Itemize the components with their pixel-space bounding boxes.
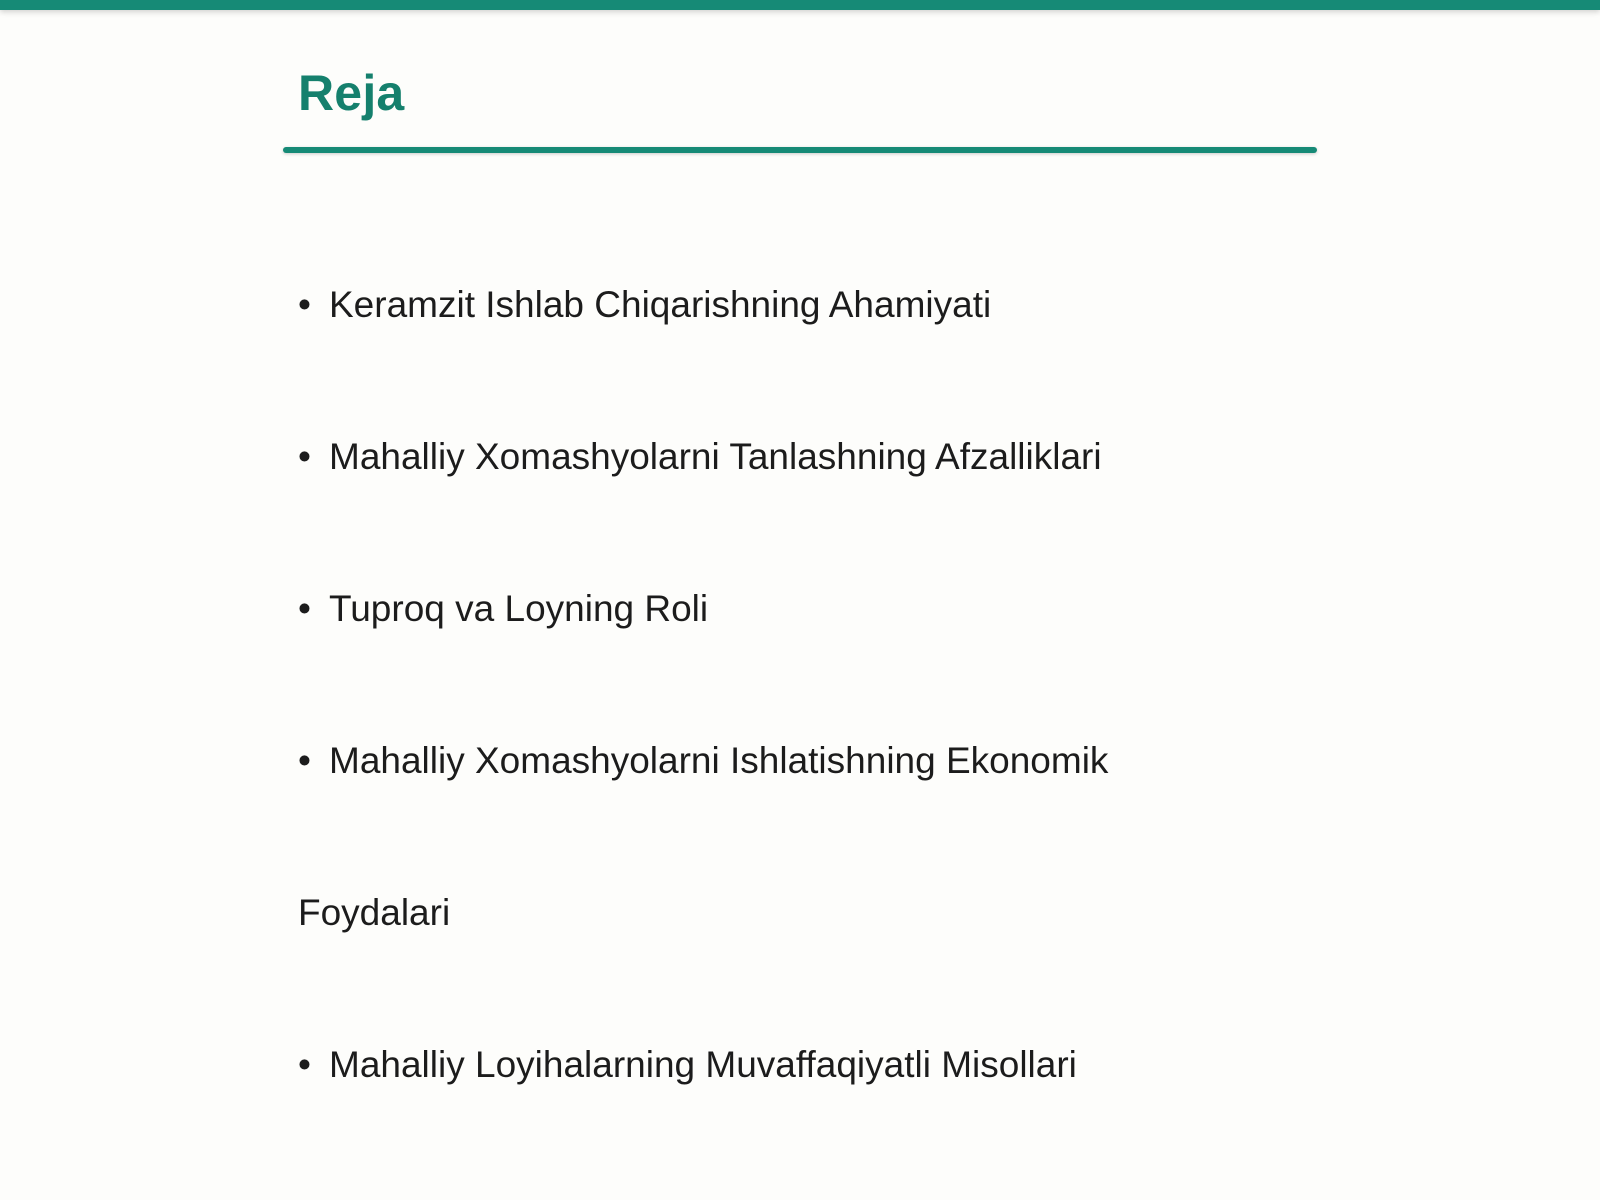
slide-title: Reja [298, 65, 405, 121]
bullet-icon: • [298, 740, 311, 781]
agenda-item-continuation [298, 888, 1338, 1040]
agenda-item-text: Tuproq va Loyning Roli [329, 588, 709, 629]
bullet-icon: • [298, 1044, 311, 1085]
bullet-icon: • [298, 588, 311, 629]
bullet-icon: • [298, 284, 311, 325]
agenda-item-text: Keramzit Ishlab Chiqarishning Ahamiyati [329, 284, 992, 325]
agenda-item-text: Mahalliy Loyihalarning Muvaffaqiyatli Misollari [329, 1044, 1077, 1085]
agenda-item-text: Foydalari [298, 892, 451, 933]
title-underline [283, 147, 1317, 153]
agenda-item [298, 584, 1338, 736]
agenda-item-text: Mahalliy Xomashyolarni Ishlatishning Ekonomik [329, 740, 1109, 781]
top-accent-bar [0, 0, 1600, 10]
agenda-item [298, 432, 1338, 584]
agenda-list [298, 280, 1338, 1192]
agenda-item [298, 280, 1338, 432]
agenda-item [298, 736, 1338, 888]
agenda-item-text: Mahalliy Xomashyolarni Tanlashning Afzalliklari [329, 436, 1102, 477]
bullet-icon: • [298, 436, 311, 477]
agenda-item [298, 1040, 1338, 1192]
